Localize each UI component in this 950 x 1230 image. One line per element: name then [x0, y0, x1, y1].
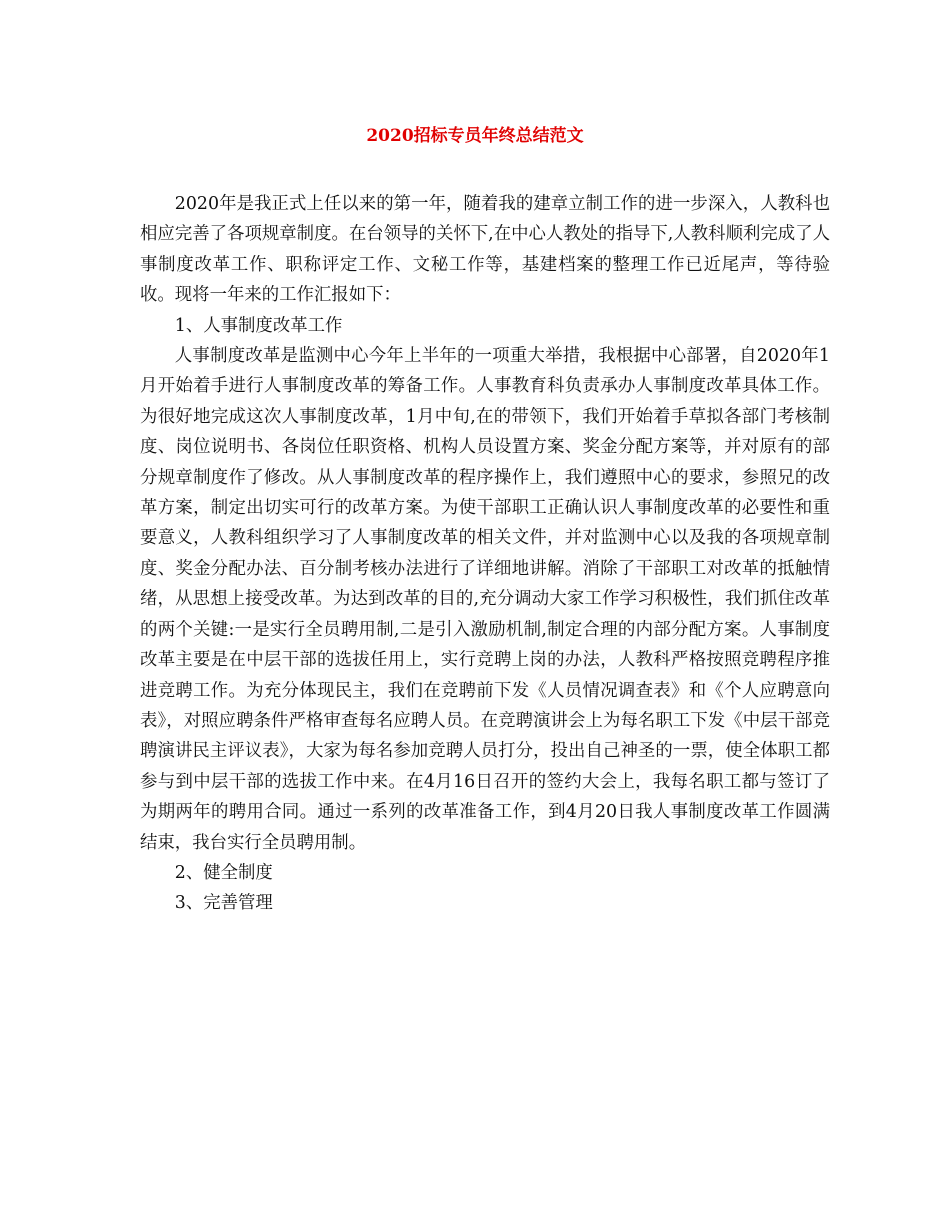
section-3-heading: 3、完善管理	[174, 893, 273, 914]
document-title: 2020招标专员年终总结范文	[366, 126, 584, 146]
section-1-paragraph: 人事制度改革是监测中心今年上半年的一项重大举措，我根据中心部署，自2020年1月开始着手进行人事制度改革的筹备工作。人事教育科负责承办人事制度改革具体工作。为很好地完成这次人事制度改革，1月中旬,在的带领下，我们开始着手草拟各部门考核制度、岗位说明书、各岗位任职资格、机构人员设置方案、奖金分配方案等，并对原有的部分规章制度作了修改。从人事制度改革的程序操作上，我们遵照中心的要求，参照兄的改革方案，制定出切实可行的改革方案。为使干部职工正确认识人事制度改革的必要性和重要意义，人教科组织学习了人事制度改革的相关文件，并对监测中心以及我的各项规章制度、奖金分配办法、百分制考核办法进行了详细地讲解。消除了干部职工对改革的抵触情绪，从思想上接受改革。为达到改革的目的,充分调动大家工作学习积极性，我们抓住改革的两个关键:一是实行全员聘用制,二是引入激励机制,制定合理的内部分配方案。人事制度改革主要是在中层干部的选拔任用上，实行竞聘上岗的办法，人教科严格按照竞聘程序推进竞聘工作。为充分体现民主，我们在竞聘前下发《人员情况调查表》和《个人应聘意向表》，对照应聘条件严格审查每名应聘人员。在竞聘演讲会上为每名职工下发《中层干部竞聘演讲民主评议表》，大家为每名参加竞聘人员打分，投出自己神圣的一票，使全体职工都参与到中层干部的选拔工作中来。在4月16日召开的签约大会上，我每名职工都与签订了为期两年的聘用合同。通过一系列的改革准备工作，到4月20日我人事制度改革工作圆满结束，我台实行全员聘用制。	[140, 346, 830, 853]
intro-paragraph: 2020年是我正式上任以来的第一年，随着我的建章立制工作的进一步深入，人教科也相应完善了各项规章制度。在台领导的关怀下,在中心人教处的指导下,人教科顺利完成了人事制度改革工作、职称评定工作、文秘工作等，基建档案的整理工作已近尾声，等待验收。现将一年来的工作汇报如下：	[140, 194, 830, 306]
section-1-heading: 1、人事制度改革工作	[174, 315, 343, 336]
section-2-heading: 2、健全制度	[174, 862, 273, 883]
document-body	[140, 189, 830, 919]
